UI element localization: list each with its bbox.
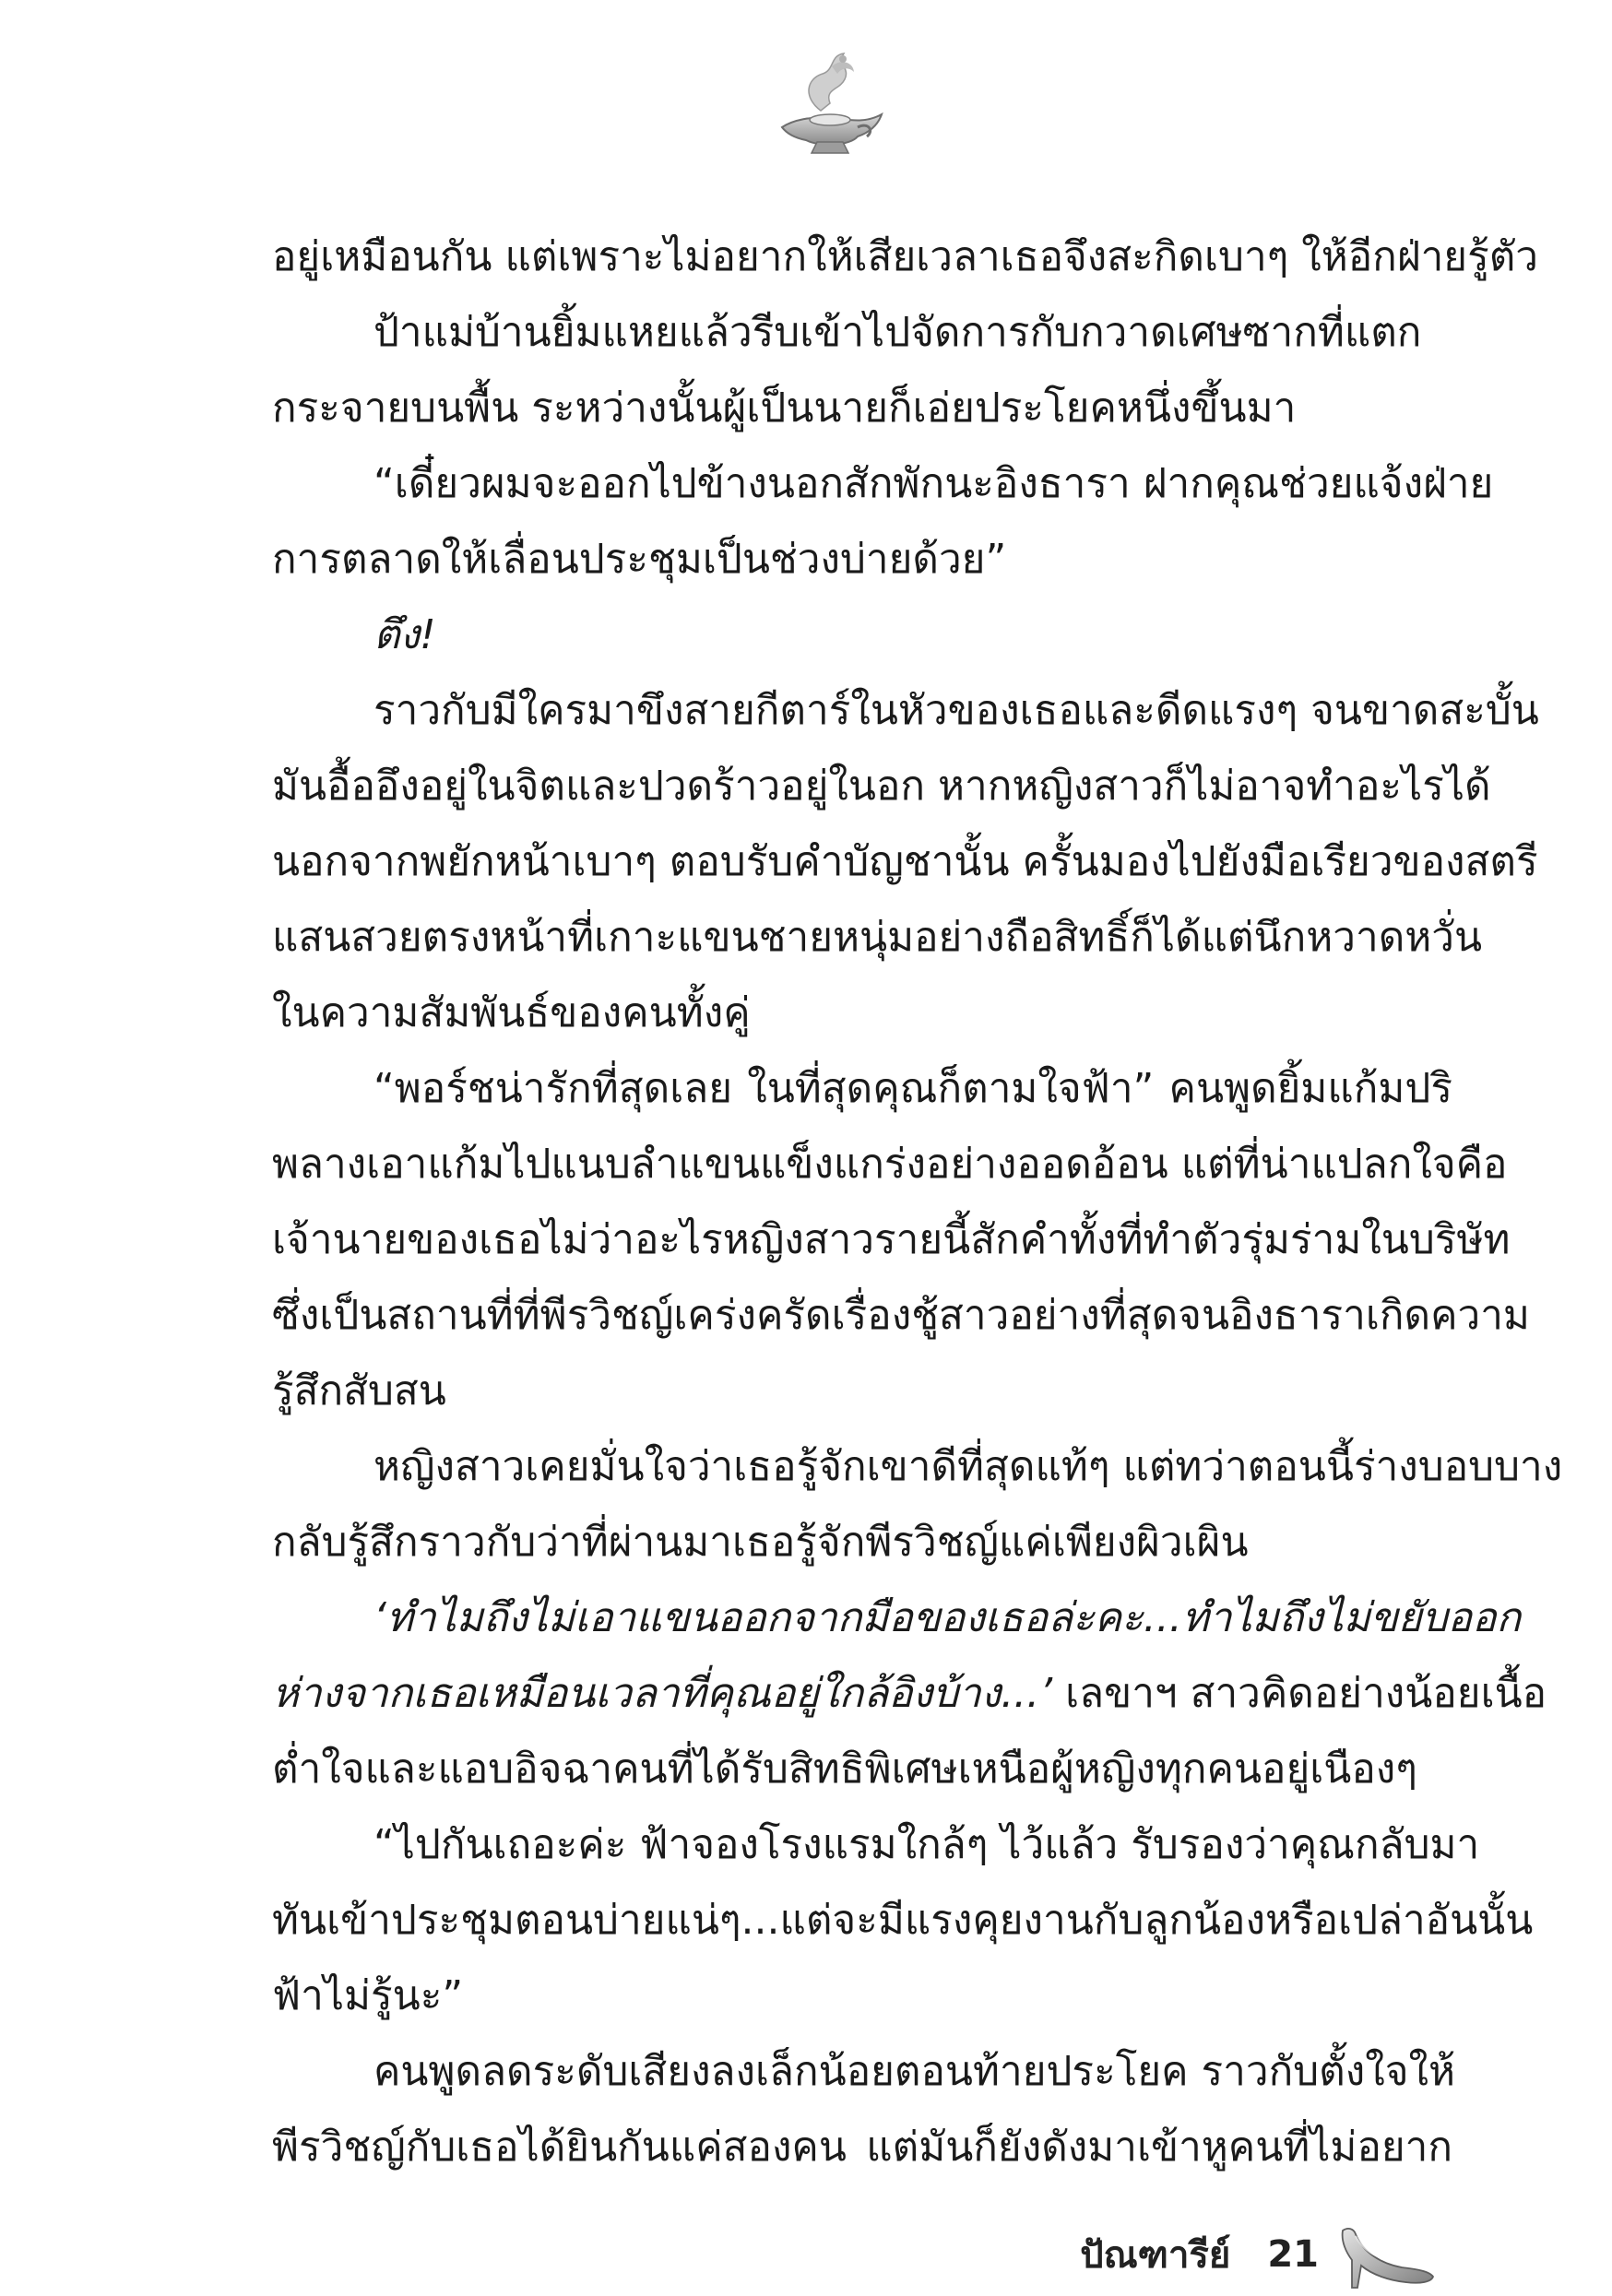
page-footer <box>1080 2213 1437 2296</box>
text-line: หญิงสาวเคยมั่นใจว่าเธอรู้จักเขาดีที่สุดแท้ๆ แต่ทว่าตอนนี้ร่างบอบบาง <box>373 1443 1563 1490</box>
text-line: ในความสัมพันธ์ของคนทั้งคู่ <box>272 989 751 1036</box>
text-line: “ไปกันเถอะค่ะ ฟ้าจองโรงแรมใกล้ๆ ไว้แล้ว รับรองว่าคุณกลับมา <box>373 1821 1480 1868</box>
italic-thought: ห่างจากเธอเหมือนเวลาที่คุณอยู่ใกล้อิงบ้าง...’ <box>272 1670 1053 1717</box>
genie-lamp-icon <box>765 46 895 166</box>
text-line: พลางเอาแก้มไปแนบลำแขนแข็งแกร่งอย่างออดอ้อน แต่ที่น่าแปลกใจคือ <box>272 1141 1508 1188</box>
text-line: ‘ทำไมถึงไม่เอาแขนออกจากมือของเธอล่ะคะ...ทำไมถึงไม่ขยับออก <box>373 1594 1522 1641</box>
text-line: ตึง! <box>373 611 436 658</box>
text-span: เลขาฯ สาวคิดอย่างน้อยเนื้อ <box>1052 1670 1547 1717</box>
text-line: อยู่เหมือนกัน แต่เพราะไม่อยากให้เสียเวลาเธอจึงสะกิดเบาๆ ให้อีกฝ่ายรู้ตัว <box>272 233 1539 280</box>
text-line: ทันเข้าประชุมตอนบ่ายแน่ๆ...แต่จะมีแรงคุยงานกับลูกน้องหรือเปล่าอันนั้น <box>272 1897 1534 1944</box>
text-line: การตลาดให้เลื่อนประชุมเป็นช่วงบ่ายด้วย” <box>272 536 1007 583</box>
text-line: คนพูดลดระดับเสียงลงเล็กน้อยตอนท้ายประโยค ราวกับตั้งใจให้ <box>373 2048 1455 2095</box>
text-line: กระจายบนพื้น ระหว่างนั้นผู้เป็นนายก็เอ่ยประโยคหนึ่งขึ้นมา <box>272 385 1297 432</box>
text-line: มันอื้ออึงอยู่ในจิตและปวดร้าวอยู่ในอก หากหญิงสาวก็ไม่อาจทำอะไรได้ <box>272 763 1491 810</box>
text-line: แสนสวยตรงหน้าที่เกาะแขนชายหนุ่มอย่างถือสิทธิ์ก็ได้แต่นึกหวาดหวั่น <box>272 914 1483 961</box>
text-line: ซึ่งเป็นสถานที่ที่พีรวิชญ์เคร่งครัดเรื่องชู้สาวอย่างที่สุดจนอิงธาราเกิดความ <box>272 1292 1530 1339</box>
text-line: ต่ำใจและแอบอิจฉาคนที่ได้รับสิทธิพิเศษเหนือผู้หญิงทุกคนอยู่เนืองๆ <box>272 1746 1417 1793</box>
body-text <box>272 219 1563 2185</box>
text-line: “พอร์ชน่ารักที่สุดเลย ในที่สุดคุณก็ตามใจฟ้า” คนพูดยิ้มแก้มปริ <box>373 1065 1452 1112</box>
text-line <box>272 1656 1547 1732</box>
page-number: 21 <box>1267 2233 1319 2276</box>
text-line: พีรวิชญ์กับเธอได้ยินกันแค่สองคน แต่มันก็ยังดังมาเข้าหูคนที่ไม่อยาก <box>272 2124 1452 2171</box>
text-line: ฟ้าไม่รู้นะ” <box>272 1972 464 2019</box>
text-line: นอกจากพยักหน้าเบาๆ ตอบรับคำบัญชานั้น ครั้นมองไปยังมือเรียวของสตรี <box>272 838 1538 885</box>
high-heel-shoe-icon <box>1335 2218 1437 2291</box>
text-line: ป้าแม่บ้านยิ้มแหยแล้วรีบเข้าไปจัดการกับกวาดเศษซากที่แตก <box>373 309 1422 356</box>
text-line: เจ้านายของเธอไม่ว่าอะไรหญิงสาวรายนี้สักคำทั้งที่ทำตัวรุ่มร่ามในบริษัท <box>272 1216 1511 1263</box>
book-title: ปัณฑารีย์ <box>1080 2234 1231 2277</box>
text-line: ราวกับมีใครมาขึงสายกีตาร์ในหัวของเธอและดีดแรงๆ จนขาดสะบั้น <box>373 687 1539 734</box>
text-line: “เดี๋ยวผมจะออกไปข้างนอกสักพักนะอิงธารา ฝากคุณช่วยแจ้งฝ่าย <box>373 460 1494 507</box>
text-line: รู้สึกสับสน <box>272 1367 446 1414</box>
text-line: กลับรู้สึกราวกับว่าที่ผ่านมาเธอรู้จักพีรวิชญ์แค่เพียงผิวเผิน <box>272 1519 1249 1566</box>
